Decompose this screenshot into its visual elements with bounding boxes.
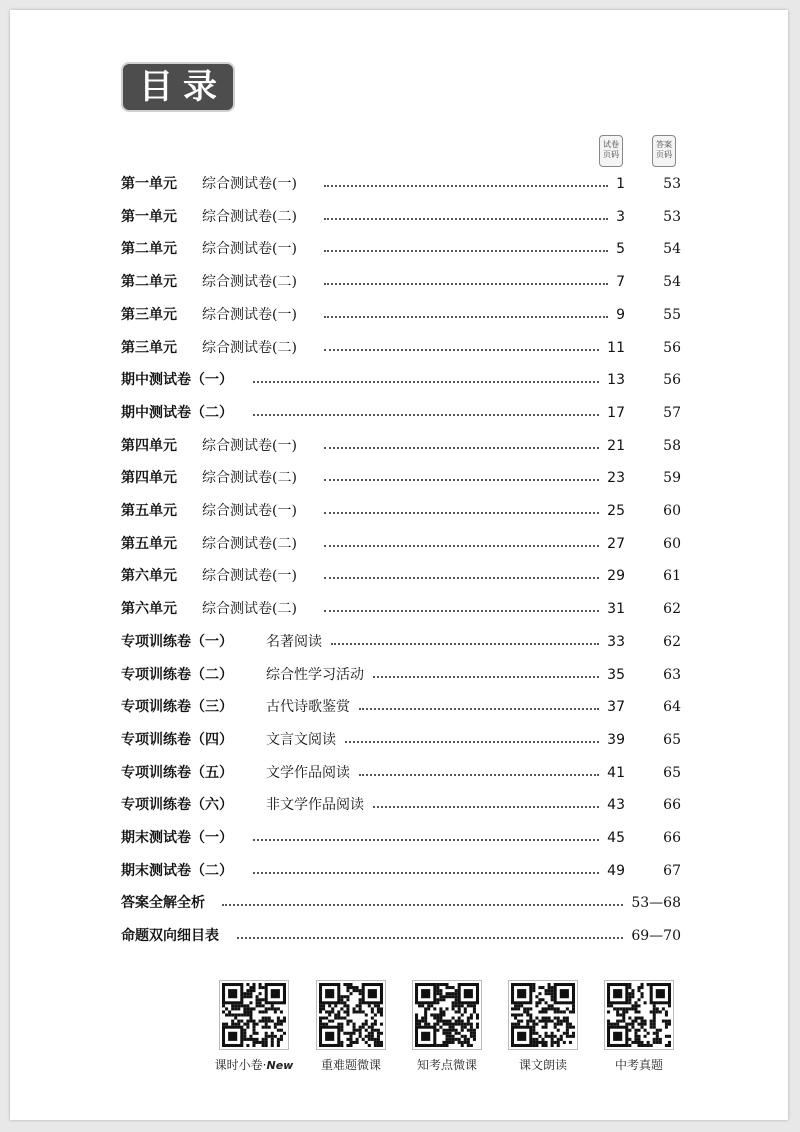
toc-entry-answer-page: 57 (663, 404, 681, 421)
toc-entry-answer-page: 61 (663, 568, 681, 585)
leader-dots (324, 545, 599, 547)
toc-entry-test-page: 33 (607, 633, 625, 650)
toc-entry-test-page: 23 (607, 470, 625, 487)
leader-dots (253, 414, 599, 416)
toc-entry-heading: 第一单元 (121, 176, 177, 192)
toc-entry[interactable] (121, 532, 681, 556)
qr-code-label (503, 1056, 583, 1073)
toc-entry[interactable] (121, 499, 681, 523)
toc-entry-heading: 期中测试卷（二） (121, 404, 233, 421)
qr-code-card[interactable] (214, 980, 294, 1073)
toc-entry-heading: 第二单元 (121, 274, 177, 291)
toc-entry-answer-page: 56 (663, 372, 681, 389)
toc-entry-heading: 第三单元 (121, 306, 177, 323)
toc-entry-subtitle: 综合测试卷(二) (202, 601, 297, 618)
leader-dots (331, 643, 599, 645)
qr-code-label (311, 1056, 391, 1073)
toc-entry-answer-page: 64 (663, 699, 681, 716)
toc-entry-subtitle: 非文学作品阅读 (266, 797, 364, 814)
toc-entry-answer-page: 65 (663, 731, 681, 748)
toc-entry-test-page: 13 (607, 372, 625, 389)
toc-entry-answer-page: 66 (663, 830, 681, 846)
qr-code-card[interactable] (503, 980, 583, 1073)
toc-entry-heading: 期中测试卷（一） (121, 372, 233, 389)
leader-dots (237, 937, 623, 939)
toc-entry[interactable] (121, 270, 681, 294)
toc-entry[interactable] (121, 564, 681, 588)
toc-entry-answer-page: 63 (663, 666, 681, 683)
leader-dots (253, 839, 599, 841)
toc-entry-answer-page: 54 (663, 274, 681, 291)
toc-entry-heading: 期末测试卷（二） (121, 862, 233, 879)
toc-entry-test-page: 11 (607, 339, 625, 356)
toc-entry-page-range: 69—70 (631, 928, 681, 945)
toc-entry-subtitle: 综合测试卷(一) (202, 176, 297, 192)
toc-entry-heading: 答案全解全析 (121, 895, 205, 912)
toc-entry-heading: 第五单元 (121, 535, 177, 552)
toc-entry-answer-page: 53 (663, 176, 681, 192)
qr-code-card[interactable] (407, 980, 487, 1073)
leader-dots (373, 806, 599, 808)
toc-entry-test-page: 35 (607, 666, 625, 683)
toc-page (10, 10, 788, 1120)
toc-entry[interactable] (121, 859, 681, 883)
toc-entry-test-page: 41 (607, 764, 625, 781)
toc-entry-subtitle: 综合性学习活动 (266, 666, 364, 683)
toc-entry-test-page: 43 (607, 797, 625, 814)
toc-entry[interactable] (121, 761, 681, 785)
toc-entry[interactable] (121, 368, 681, 392)
toc-entry-answer-page: 58 (663, 437, 681, 454)
leader-dots (324, 250, 608, 252)
toc-entry-answer-page: 65 (663, 764, 681, 781)
toc-entry-test-page: 25 (607, 503, 625, 519)
toc-entry-test-page: 29 (607, 568, 625, 585)
answer-page-tag-text: 答案页码 (656, 140, 672, 159)
toc-entry-test-page: 27 (607, 535, 625, 552)
leader-dots (359, 708, 599, 710)
toc-entry-subtitle: 综合测试卷(二) (202, 470, 297, 487)
leader-dots (253, 381, 599, 383)
toc-entry-heading: 第五单元 (121, 503, 177, 519)
toc-entry[interactable] (121, 237, 681, 261)
leader-dots (222, 904, 623, 906)
toc-entry-subtitle: 综合测试卷(一) (202, 503, 297, 519)
qr-code-label (214, 1056, 294, 1073)
toc-entry-test-page: 31 (607, 601, 625, 618)
toc-entry-heading: 第一单元 (121, 208, 177, 225)
leader-dots (324, 349, 599, 351)
toc-entry[interactable] (121, 172, 681, 196)
toc-entry-subtitle: 综合测试卷(二) (202, 274, 297, 291)
qr-code-label-text: 课时小卷· (214, 1058, 267, 1072)
toc-entry-answer-page: 60 (663, 503, 681, 519)
qr-code-label-text: 课文朗读 (518, 1058, 567, 1072)
toc-entry-heading: 第四单元 (121, 470, 177, 487)
toc-entry-heading: 专项训练卷（三） (121, 699, 233, 716)
toc-entry-subtitle: 综合测试卷(一) (202, 437, 297, 454)
test-page-tag-text: 试卷页码 (603, 140, 619, 159)
leader-dots (324, 610, 599, 612)
leader-dots (345, 741, 599, 743)
toc-entry-test-page: 39 (607, 731, 625, 748)
toc-entry-test-page: 17 (607, 404, 625, 421)
toc-entry[interactable] (121, 466, 681, 490)
qr-code-label-text: 知考点微课 (416, 1058, 477, 1072)
qr-code-image[interactable] (219, 980, 289, 1050)
toc-entry[interactable] (121, 891, 681, 915)
leader-dots (324, 577, 599, 579)
toc-entry-heading: 期末测试卷（一） (121, 830, 233, 846)
toc-entry-answer-page: 55 (663, 306, 681, 323)
qr-code-card[interactable] (311, 980, 391, 1073)
leader-dots (324, 218, 608, 220)
answer-page-column-tag (652, 135, 676, 167)
toc-entry[interactable] (121, 205, 681, 229)
toc-entry-test-page: 49 (607, 862, 625, 879)
toc-entry-subtitle: 综合测试卷(二) (202, 339, 297, 356)
qr-code-image[interactable] (316, 980, 386, 1050)
leader-dots (373, 676, 599, 678)
toc-entry-answer-page: 66 (663, 797, 681, 814)
qr-code-card[interactable] (599, 980, 679, 1073)
toc-entry[interactable] (121, 695, 681, 719)
toc-entry-test-page: 9 (616, 306, 625, 323)
toc-entry-answer-page: 62 (663, 601, 681, 618)
toc-entry[interactable] (121, 336, 681, 360)
qr-code-label-badge: New (266, 1059, 294, 1072)
qr-code-image[interactable] (412, 980, 482, 1050)
toc-entry-test-page: 45 (607, 830, 625, 846)
leader-dots (324, 316, 608, 318)
toc-entry-subtitle: 文学作品阅读 (266, 764, 350, 781)
toc-entry-heading: 专项训练卷（六） (121, 797, 233, 814)
qr-code-image[interactable] (604, 980, 674, 1050)
toc-entry-test-page: 1 (616, 176, 625, 192)
toc-entry-answer-page: 67 (663, 862, 681, 879)
toc-entry-heading: 命题双向细目表 (121, 928, 219, 945)
leader-dots (324, 512, 599, 514)
toc-entry-subtitle: 综合测试卷(二) (202, 208, 297, 225)
toc-entry-heading: 专项训练卷（五） (121, 764, 233, 781)
leader-dots (324, 479, 599, 481)
toc-entry-heading: 专项训练卷（四） (121, 731, 233, 748)
toc-entry[interactable] (121, 434, 681, 458)
toc-entry-subtitle: 综合测试卷(一) (202, 241, 297, 258)
toc-entry-answer-page: 60 (663, 535, 681, 552)
toc-entry-subtitle: 古代诗歌鉴赏 (266, 699, 350, 716)
toc-entry[interactable] (121, 793, 681, 817)
toc-entry[interactable] (121, 728, 681, 752)
toc-entry-test-page: 21 (607, 437, 625, 454)
toc-entry-subtitle: 名著阅读 (266, 633, 322, 650)
toc-entry[interactable] (121, 401, 681, 425)
toc-entry[interactable] (121, 597, 681, 621)
toc-entry-test-page: 7 (616, 274, 625, 291)
toc-entry-subtitle: 综合测试卷(二) (202, 535, 297, 552)
toc-entry-test-page: 5 (616, 241, 625, 258)
toc-entry-test-page: 37 (607, 699, 625, 716)
test-page-column-tag (599, 135, 623, 167)
toc-entry-subtitle: 综合测试卷(一) (202, 306, 297, 323)
leader-dots (324, 283, 608, 285)
qr-code-label (599, 1056, 679, 1073)
toc-entry-test-page: 3 (616, 208, 625, 225)
toc-entry[interactable] (121, 303, 681, 327)
toc-entry-subtitle: 综合测试卷(一) (202, 568, 297, 585)
qr-code-label-text: 重难题微课 (320, 1058, 381, 1072)
toc-entry-heading: 第六单元 (121, 601, 177, 618)
toc-entry-heading: 第六单元 (121, 568, 177, 585)
toc-entry[interactable] (121, 924, 681, 948)
toc-entry-answer-page: 62 (663, 633, 681, 650)
toc-entry-heading: 第三单元 (121, 339, 177, 356)
toc-entry-heading: 第二单元 (121, 241, 177, 258)
qr-code-label (407, 1056, 487, 1073)
toc-entry-heading: 专项训练卷（一） (121, 633, 233, 650)
toc-entry-answer-page: 56 (663, 339, 681, 356)
toc-entry-answer-page: 54 (663, 241, 681, 258)
leader-dots (324, 185, 608, 187)
page-title: 目录 (121, 62, 235, 112)
leader-dots (253, 872, 599, 874)
toc-entry-page-range: 53—68 (631, 895, 681, 912)
toc-entry-heading: 第四单元 (121, 437, 177, 454)
leader-dots (324, 447, 599, 449)
toc-entry-heading: 专项训练卷（二） (121, 666, 233, 683)
leader-dots (359, 774, 599, 776)
toc-entry-answer-page: 59 (663, 470, 681, 487)
toc-entry[interactable] (121, 630, 681, 654)
qr-code-image[interactable] (508, 980, 578, 1050)
toc-entry[interactable] (121, 826, 681, 850)
toc-entry-answer-page: 53 (663, 208, 681, 225)
qr-code-label-text: 中考真题 (614, 1058, 663, 1072)
toc-entry-subtitle: 文言文阅读 (266, 731, 336, 748)
toc-entry[interactable] (121, 663, 681, 687)
